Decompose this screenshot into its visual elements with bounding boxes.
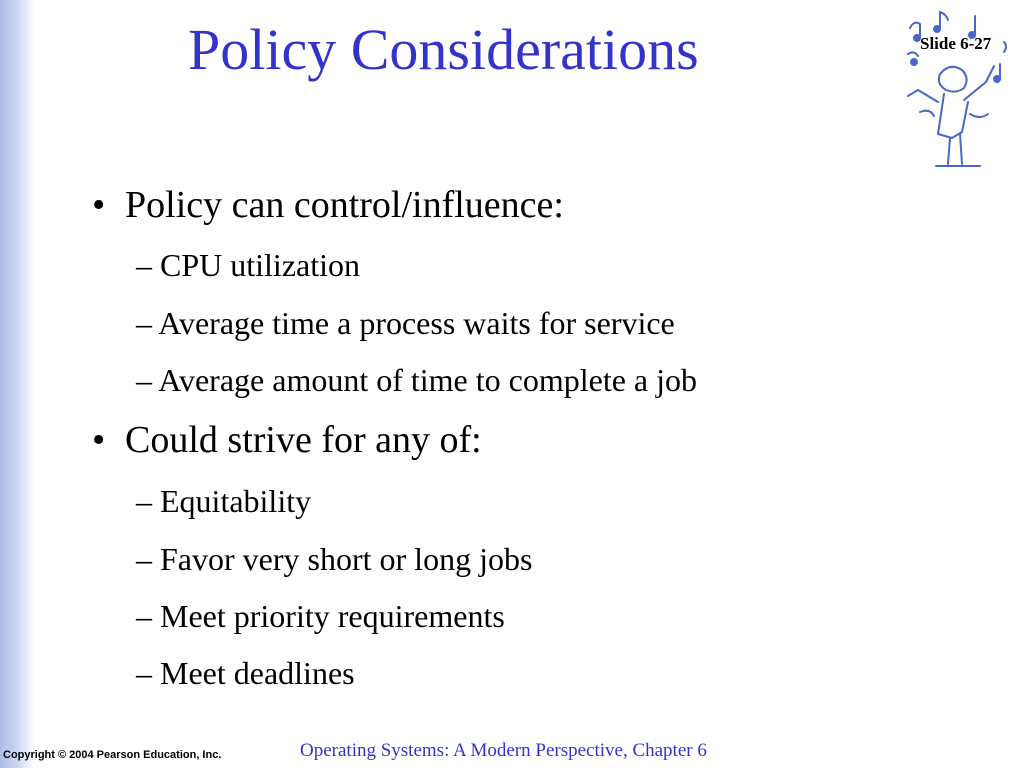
sub-bullet-marker: – (136, 362, 152, 398)
footer-book-title: Operating Systems: A Modern Perspective, Chapter 6 (300, 740, 707, 761)
sub-bullet-text: Favor very short or long jobs (160, 541, 533, 577)
bullet-item (92, 418, 482, 462)
sub-bullet-text: Meet deadlines (160, 655, 355, 691)
bullet-text: Policy can control/influence: (125, 184, 564, 226)
bullet-marker: • (92, 184, 106, 226)
sub-bullet-item (136, 541, 532, 578)
left-gradient-bar (0, 0, 34, 768)
sub-bullet-marker: – (136, 655, 152, 691)
sub-bullet-text: CPU utilization (160, 247, 360, 283)
sub-bullet-marker: – (136, 598, 152, 634)
sub-bullet-marker: – (136, 247, 152, 283)
sub-bullet-item (136, 483, 311, 520)
sub-bullet-marker: – (136, 541, 152, 577)
sub-bullet-item (136, 598, 505, 635)
sub-bullet-item (136, 305, 675, 342)
sub-bullet-item (136, 247, 360, 284)
bullet-marker: • (92, 419, 106, 461)
sub-bullet-text: Meet priority requirements (160, 598, 505, 634)
sub-bullet-text: Average time a process waits for service (158, 305, 675, 341)
copyright-notice: Copyright © 2004 Pearson Education, Inc. (3, 749, 222, 761)
sub-bullet-marker: – (136, 305, 152, 341)
bullet-text: Could strive for any of: (125, 419, 482, 461)
slide-number: Slide 6-27 (920, 34, 992, 53)
slide-title: Policy Considerations (188, 17, 699, 82)
sub-bullet-marker: – (136, 483, 152, 519)
conductor-logo-icon (900, 2, 1024, 174)
bullet-item (92, 183, 564, 227)
sub-bullet-text: Equitability (160, 483, 312, 519)
sub-bullet-item (136, 655, 355, 692)
sub-bullet-text: Average amount of time to complete a job (158, 362, 698, 398)
sub-bullet-item (136, 362, 697, 399)
